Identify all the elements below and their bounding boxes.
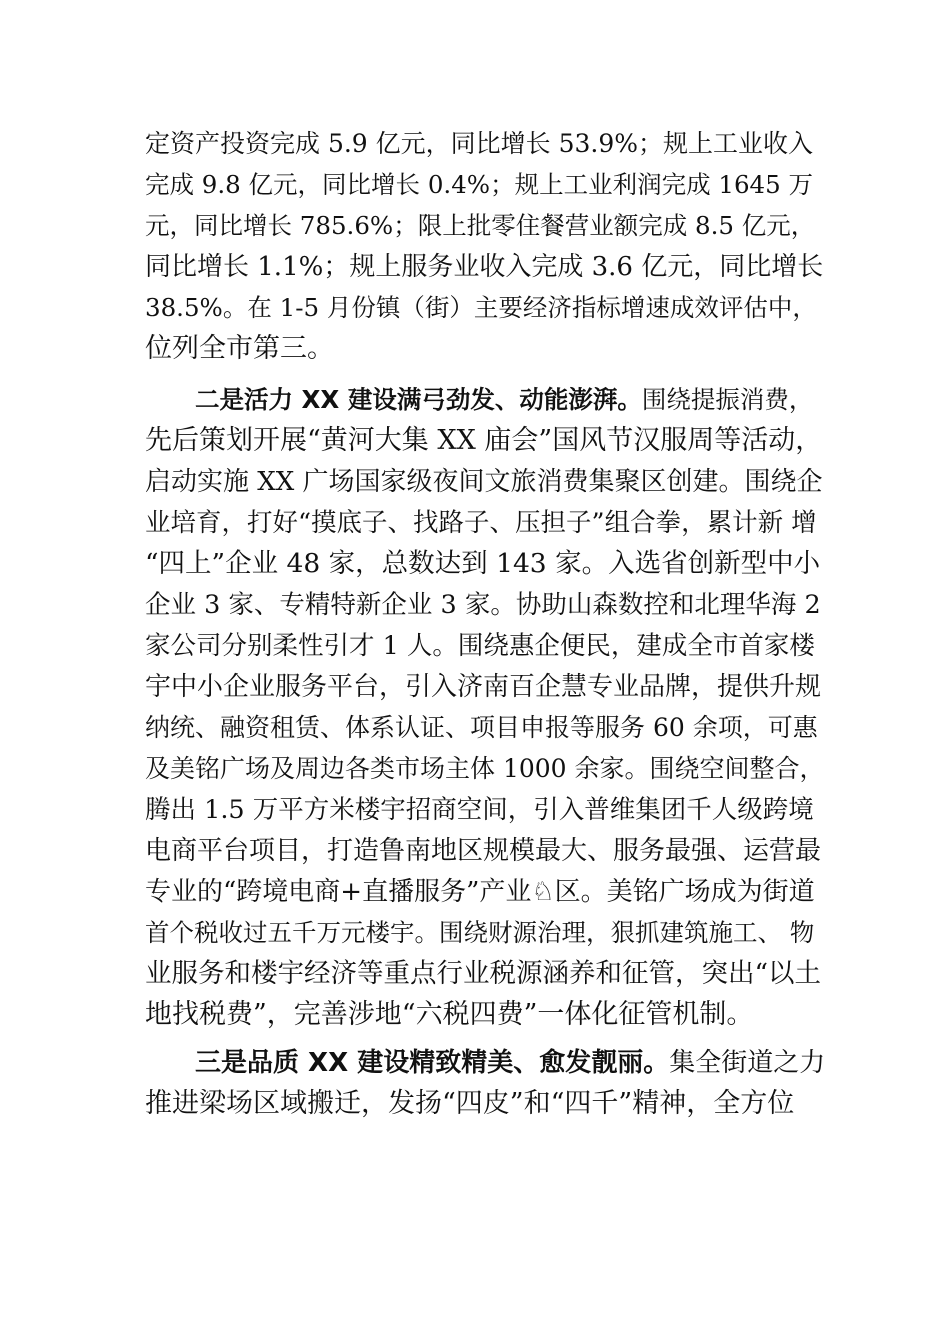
paragraph-2-line: 首个税收过五千万元楼宇。围绕财源治理，狠抓建筑施工、 物 [145, 918, 815, 947]
paragraph-2-line: 业服务和楼宇经济等重点行业税源涵养和征管，突出“以土 [145, 958, 822, 989]
paragraph-2-line: 及美铭广场及周边各类市场主体 1000 余家。围绕空间整合， [145, 754, 825, 783]
paragraph-2-line: 家公司分别柔性引才 1 人。围绕惠企便民，建成全市首家楼 [145, 631, 815, 661]
paragraph-3-first-line [195, 1043, 825, 1083]
paragraph-2-first-line [195, 380, 825, 420]
paragraph-2-line: 地找税费”，完善涉地“六税四费”一体化征管机制。 [145, 999, 754, 1030]
paragraph-2-line: 企业 3 家、专精特新企业 3 家。协助山森数控和北理华海 2 [145, 590, 821, 620]
paragraph-1-line: 定资产投资完成 5.9 亿元，同比增长 53.9%；规上工业收入 [145, 129, 814, 158]
paragraph-2-heading: 二是活力 XX 建设满弓劲发、动能澎湃。 [195, 385, 642, 414]
paragraph-2-line: 电商平台项目，打造鲁南地区规模最大、服务最强、运营最 [145, 836, 822, 866]
paragraph-3-first-line-text: 集全街道之力 [669, 1048, 826, 1078]
paragraph-1-line: 完成 9.8 亿元，同比增长 0.4%；规上工业利润完成 1645 万 [145, 170, 813, 199]
paragraph-2-first-line-text: 围绕提振消费， [641, 385, 814, 414]
paragraph-3-line: 推进梁场区域搬迁，发扬“四皮”和“四千”精神，全方位 [145, 1088, 795, 1119]
paragraph-2-line: “四上”企业 48 家，总数达到 143 家。入选省创新型中小 [145, 548, 821, 579]
paragraph-1-line: 38.5%。在 1-5 月份镇（街）主要经济指标增速成效评估中， [145, 293, 817, 322]
paragraph-2-line: 腾出 1.5 万平方米楼宇招商空间，引入普维集团千人级跨境 [145, 795, 814, 825]
paragraph-2-line: 宇中小企业服务平台，引入济南百企慧专业品牌，提供升规 [145, 672, 822, 702]
paragraph-2-line: 业培育，打好“摸底子、找路子、压担子”组合拳，累计新 增 [145, 508, 817, 538]
paragraph-1-line: 同比增长 1.1%；规上服务业收入完成 3.6 亿元，同比增长 [145, 252, 824, 282]
paragraph-1-line: 元，同比增长 785.6%；限上批零住餐营业额完成 8.5 亿元， [145, 211, 816, 240]
paragraph-2-line: 先后策划开展“黄河大集 XX 庙会”国风节汉服周等活动， [145, 425, 823, 456]
paragraph-3-heading: 三是品质 XX 建设精致精美、愈发靓丽。 [195, 1048, 670, 1078]
paragraph-2-line: 专业的“跨境电商+直播服务”产业♘区。美铭广场成为街道 [145, 877, 815, 907]
paragraph-2-line: 启动实施 XX 广场国家级夜间文旅消费集聚区创建。围绕企 [145, 467, 823, 497]
paragraph-2-line: 纳统、融资租赁、体系认证、项目申报等服务 60 余项，可惠 [145, 713, 818, 742]
paragraph-1-line: 位列全市第三。 [145, 333, 334, 364]
